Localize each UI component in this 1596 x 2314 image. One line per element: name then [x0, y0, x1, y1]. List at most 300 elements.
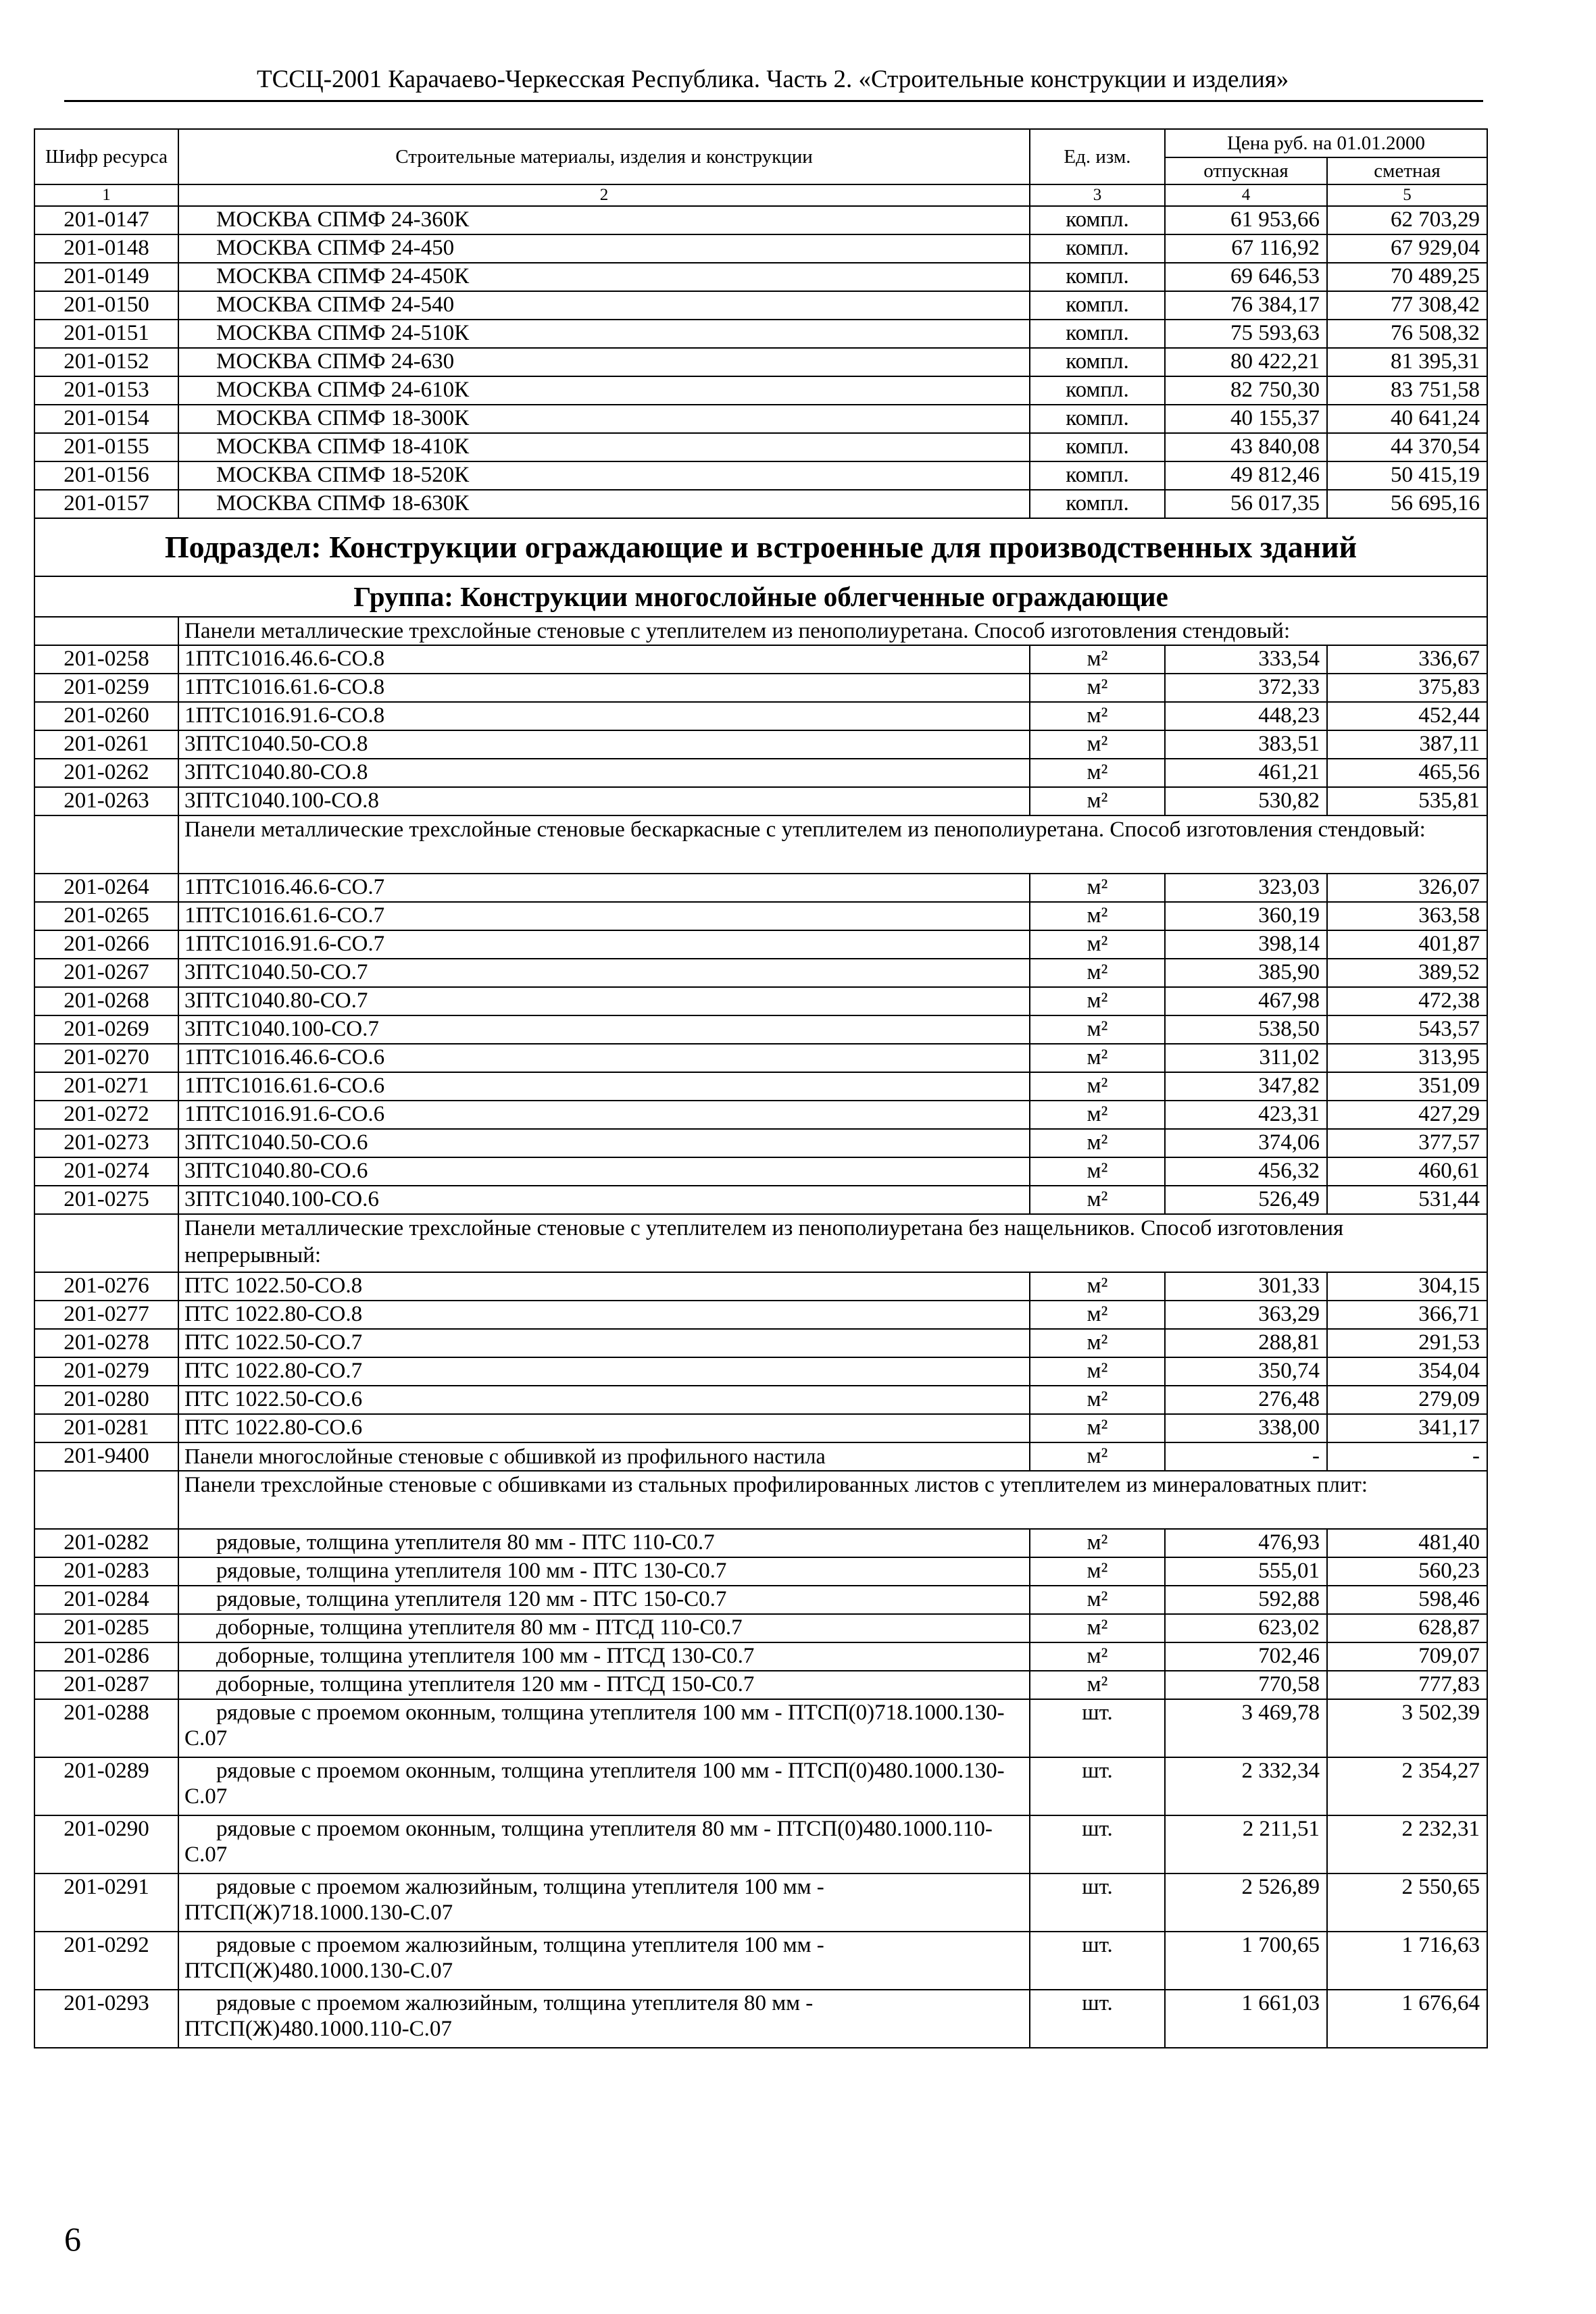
- resource-code: 201-0157: [34, 490, 178, 518]
- empty-code-cell: [34, 1471, 178, 1529]
- price-wholesale: 49 812,46: [1165, 461, 1327, 490]
- item-name: ПТС 1022.80-СО.6: [178, 1414, 1030, 1442]
- page-number: 6: [64, 2220, 81, 2258]
- price-wholesale: 338,00: [1165, 1414, 1327, 1442]
- item-unit: м²: [1030, 1529, 1165, 1557]
- table-row: [34, 1671, 1487, 1699]
- item-unit: шт.: [1030, 1873, 1165, 1932]
- table-row: [34, 1272, 1487, 1301]
- resource-code: 201-0276: [34, 1272, 178, 1301]
- resource-code: 201-0288: [34, 1699, 178, 1757]
- resource-code: 201-0150: [34, 291, 178, 320]
- price-estimate: 452,44: [1327, 702, 1487, 730]
- table-row: [34, 730, 1487, 759]
- item-name: 1ПТС1016.91.6-СО.7: [178, 930, 1030, 959]
- item-unit: шт.: [1030, 1757, 1165, 1815]
- price-estimate: 341,17: [1327, 1414, 1487, 1442]
- price-estimate: 304,15: [1327, 1272, 1487, 1301]
- item-unit: м²: [1030, 1442, 1165, 1471]
- price-wholesale: 555,01: [1165, 1557, 1327, 1586]
- price-wholesale: 67 116,92: [1165, 234, 1327, 263]
- resource-code: 201-0267: [34, 959, 178, 987]
- price-estimate: 377,57: [1327, 1129, 1487, 1157]
- item-name: 1ПТС1016.46.6-СО.8: [178, 645, 1030, 674]
- item-name: 1ПТС1016.46.6-СО.6: [178, 1044, 1030, 1072]
- item-name: ПТС 1022.80-СО.8: [178, 1301, 1030, 1329]
- resource-code: 201-0261: [34, 730, 178, 759]
- table-row: [34, 1414, 1487, 1442]
- header-rule: [64, 100, 1483, 102]
- resource-code: 201-0271: [34, 1072, 178, 1101]
- category-description: Панели металлические трехслойные стеновые бескаркасные с утеплителем из пенополиуретана. Способ изготовления стендовый:: [178, 815, 1487, 874]
- item-name: МОСКВА СПМФ 24-510К: [178, 320, 1030, 348]
- table-row: [34, 1586, 1487, 1614]
- resource-code: 201-0283: [34, 1557, 178, 1586]
- resource-code: 201-0269: [34, 1015, 178, 1044]
- resource-code: 201-0153: [34, 376, 178, 405]
- item-unit: м²: [1030, 1129, 1165, 1157]
- price-estimate: 40 641,24: [1327, 405, 1487, 433]
- item-unit: м²: [1030, 1671, 1165, 1699]
- item-unit: м²: [1030, 1414, 1165, 1442]
- table-row: [34, 1186, 1487, 1214]
- price-estimate: 543,57: [1327, 1015, 1487, 1044]
- table-row: [34, 1815, 1487, 1873]
- price-wholesale: 398,14: [1165, 930, 1327, 959]
- item-unit: шт.: [1030, 1699, 1165, 1757]
- empty-code-cell: [34, 1214, 178, 1272]
- item-unit: м²: [1030, 959, 1165, 987]
- item-name: доборные, толщина утеплителя 120 мм - ПТСД 150-С0.7: [178, 1671, 1030, 1699]
- column-header-price: Цена руб. на 01.01.2000: [1165, 129, 1487, 157]
- price-estimate: 375,83: [1327, 674, 1487, 702]
- table-row: [34, 874, 1487, 902]
- column-number: 1: [34, 184, 178, 206]
- item-name: 3ПТС1040.100-СО.6: [178, 1186, 1030, 1214]
- item-name: 3ПТС1040.80-СО.6: [178, 1157, 1030, 1186]
- resource-code: 201-0279: [34, 1357, 178, 1386]
- subsection-title: Подраздел: Конструкции ограждающие и встроенные для производственных зданий: [34, 518, 1487, 576]
- description-row: [34, 815, 1487, 874]
- description-row: [34, 1471, 1487, 1529]
- item-name: 1ПТС1016.46.6-СО.7: [178, 874, 1030, 902]
- subsection-row: [34, 518, 1487, 576]
- item-unit: м²: [1030, 930, 1165, 959]
- table-row: [34, 759, 1487, 787]
- item-name: МОСКВА СПМФ 24-360К: [178, 206, 1030, 234]
- price-estimate: 598,46: [1327, 1586, 1487, 1614]
- table-row: [34, 1015, 1487, 1044]
- item-name: 3ПТС1040.50-СО.7: [178, 959, 1030, 987]
- item-unit: м²: [1030, 1642, 1165, 1671]
- empty-code-cell: [34, 815, 178, 874]
- price-wholesale: 56 017,35: [1165, 490, 1327, 518]
- price-wholesale: 69 646,53: [1165, 263, 1327, 291]
- resource-code: 201-0289: [34, 1757, 178, 1815]
- item-unit: компл.: [1030, 291, 1165, 320]
- resource-code: 201-0266: [34, 930, 178, 959]
- item-name: рядовые с проемом оконным, толщина утеплителя 80 мм - ПТСП(0)480.1000.110-С.07: [178, 1815, 1030, 1873]
- resource-code: 201-9400: [34, 1442, 178, 1471]
- item-unit: м²: [1030, 874, 1165, 902]
- price-estimate: 67 929,04: [1327, 234, 1487, 263]
- item-name: 1ПТС1016.61.6-СО.6: [178, 1072, 1030, 1101]
- price-estimate: 44 370,54: [1327, 433, 1487, 461]
- resource-code: 201-0148: [34, 234, 178, 263]
- item-unit: м²: [1030, 1301, 1165, 1329]
- item-unit: шт.: [1030, 1990, 1165, 2048]
- price-wholesale: 61 953,66: [1165, 206, 1327, 234]
- price-estimate: 62 703,29: [1327, 206, 1487, 234]
- table-body: [34, 206, 1487, 2048]
- price-wholesale: 363,29: [1165, 1301, 1327, 1329]
- price-estimate: 336,67: [1327, 645, 1487, 674]
- item-name: МОСКВА СПМФ 18-630К: [178, 490, 1030, 518]
- table-row: [34, 1757, 1487, 1815]
- price-estimate: 2 550,65: [1327, 1873, 1487, 1932]
- column-header-wholesale: отпускная: [1165, 157, 1327, 184]
- table-row: [34, 320, 1487, 348]
- table-row: [34, 930, 1487, 959]
- table-row: [34, 959, 1487, 987]
- resource-code: 201-0264: [34, 874, 178, 902]
- price-estimate: 77 308,42: [1327, 291, 1487, 320]
- item-name: МОСКВА СПМФ 24-540: [178, 291, 1030, 320]
- price-wholesale: 323,03: [1165, 874, 1327, 902]
- item-name: рядовые, толщина утеплителя 120 мм - ПТС 150-С0.7: [178, 1586, 1030, 1614]
- price-estimate: 387,11: [1327, 730, 1487, 759]
- price-estimate: 628,87: [1327, 1614, 1487, 1642]
- table-row: [34, 1529, 1487, 1557]
- item-name: 1ПТС1016.61.6-СО.8: [178, 674, 1030, 702]
- item-unit: м²: [1030, 1272, 1165, 1301]
- price-wholesale: 592,88: [1165, 1586, 1327, 1614]
- item-unit: м²: [1030, 1157, 1165, 1186]
- item-unit: м²: [1030, 1072, 1165, 1101]
- item-name: МОСКВА СПМФ 24-630: [178, 348, 1030, 376]
- item-name: 1ПТС1016.61.6-СО.7: [178, 902, 1030, 930]
- empty-code-cell: [34, 617, 178, 645]
- price-wholesale: 347,82: [1165, 1072, 1327, 1101]
- table-row: [34, 1990, 1487, 2048]
- resource-code: 201-0275: [34, 1186, 178, 1214]
- table-row: [34, 1129, 1487, 1157]
- group-title: Группа: Конструкции многослойные облегченные ограждающие: [34, 576, 1487, 617]
- item-name: 1ПТС1016.91.6-СО.6: [178, 1101, 1030, 1129]
- resource-code: 201-0270: [34, 1044, 178, 1072]
- item-name: Панели многослойные стеновые с обшивкой из профильного настила: [178, 1442, 1030, 1471]
- table-row: [34, 1614, 1487, 1642]
- resource-code: 201-0291: [34, 1873, 178, 1932]
- resource-code: 201-0285: [34, 1614, 178, 1642]
- table-row: [34, 702, 1487, 730]
- column-header-code: Шифр ресурса: [34, 129, 178, 184]
- price-wholesale: 2 332,34: [1165, 1757, 1327, 1815]
- item-unit: м²: [1030, 645, 1165, 674]
- item-name: рядовые с проемом жалюзийным, толщина утеплителя 80 мм - ПТСП(Ж)480.1000.110-С.07: [178, 1990, 1030, 2048]
- price-estimate: 560,23: [1327, 1557, 1487, 1586]
- table-row: [34, 461, 1487, 490]
- table-row: [34, 234, 1487, 263]
- item-unit: компл.: [1030, 263, 1165, 291]
- item-name: ПТС 1022.50-СО.8: [178, 1272, 1030, 1301]
- price-table: [34, 128, 1488, 2048]
- price-wholesale: 526,49: [1165, 1186, 1327, 1214]
- price-estimate: 291,53: [1327, 1329, 1487, 1357]
- price-estimate: 354,04: [1327, 1357, 1487, 1386]
- item-unit: м²: [1030, 759, 1165, 787]
- table-row: [34, 376, 1487, 405]
- item-name: 3ПТС1040.50-СО.6: [178, 1129, 1030, 1157]
- price-estimate: 81 395,31: [1327, 348, 1487, 376]
- item-unit: компл.: [1030, 405, 1165, 433]
- price-wholesale: 43 840,08: [1165, 433, 1327, 461]
- price-estimate: 531,44: [1327, 1186, 1487, 1214]
- resource-code: 201-0151: [34, 320, 178, 348]
- item-name: рядовые, толщина утеплителя 100 мм - ПТС 130-С0.7: [178, 1557, 1030, 1586]
- item-unit: м²: [1030, 1357, 1165, 1386]
- table-row: [34, 1699, 1487, 1757]
- item-unit: компл.: [1030, 376, 1165, 405]
- resource-code: 201-0268: [34, 987, 178, 1015]
- resource-code: 201-0152: [34, 348, 178, 376]
- item-name: 3ПТС1040.80-СО.7: [178, 987, 1030, 1015]
- price-estimate: 389,52: [1327, 959, 1487, 987]
- resource-code: 201-0278: [34, 1329, 178, 1357]
- price-wholesale: 461,21: [1165, 759, 1327, 787]
- price-wholesale: 374,06: [1165, 1129, 1327, 1157]
- resource-code: 201-0272: [34, 1101, 178, 1129]
- price-estimate: 83 751,58: [1327, 376, 1487, 405]
- price-estimate: 2 354,27: [1327, 1757, 1487, 1815]
- price-wholesale: 476,93: [1165, 1529, 1327, 1557]
- resource-code: 201-0149: [34, 263, 178, 291]
- item-name: 3ПТС1040.100-СО.7: [178, 1015, 1030, 1044]
- price-wholesale: 3 469,78: [1165, 1699, 1327, 1757]
- description-row: [34, 1214, 1487, 1272]
- price-wholesale: 702,46: [1165, 1642, 1327, 1671]
- column-numbers-row: [34, 184, 1487, 206]
- price-estimate: 401,87: [1327, 930, 1487, 959]
- item-name: МОСКВА СПМФ 24-450: [178, 234, 1030, 263]
- price-estimate: 709,07: [1327, 1642, 1487, 1671]
- price-wholesale: 2 211,51: [1165, 1815, 1327, 1873]
- table-row: [34, 674, 1487, 702]
- column-header-estimate: сметная: [1327, 157, 1487, 184]
- item-unit: м²: [1030, 1386, 1165, 1414]
- category-description: Панели металлические трехслойные стеновые с утеплителем из пенополиуретана. Способ изготовления стендовый:: [178, 617, 1487, 645]
- price-estimate: 481,40: [1327, 1529, 1487, 1557]
- price-wholesale: 311,02: [1165, 1044, 1327, 1072]
- table-row: [34, 433, 1487, 461]
- price-wholesale: 288,81: [1165, 1329, 1327, 1357]
- resource-code: 201-0293: [34, 1990, 178, 2048]
- item-unit: шт.: [1030, 1815, 1165, 1873]
- item-unit: м²: [1030, 730, 1165, 759]
- item-unit: компл.: [1030, 320, 1165, 348]
- item-unit: м²: [1030, 1557, 1165, 1586]
- item-unit: м²: [1030, 1015, 1165, 1044]
- resource-code: 201-0262: [34, 759, 178, 787]
- price-wholesale: -: [1165, 1442, 1327, 1471]
- price-wholesale: 75 593,63: [1165, 320, 1327, 348]
- resource-code: 201-0290: [34, 1815, 178, 1873]
- item-name: рядовые с проемом жалюзийным, толщина утеплителя 100 мм - ПТСП(Ж)480.1000.130-С.07: [178, 1932, 1030, 1990]
- resource-code: 201-0287: [34, 1671, 178, 1699]
- price-wholesale: 385,90: [1165, 959, 1327, 987]
- item-unit: компл.: [1030, 461, 1165, 490]
- table-row: [34, 645, 1487, 674]
- price-wholesale: 623,02: [1165, 1614, 1327, 1642]
- price-estimate: 50 415,19: [1327, 461, 1487, 490]
- item-name: рядовые с проемом оконным, толщина утеплителя 100 мм - ПТСП(0)480.1000.130-С.07: [178, 1757, 1030, 1815]
- category-description: Панели металлические трехслойные стеновые с утеплителем из пенополиуретана без нащельников. Способ изготовления непрерывный:: [178, 1214, 1487, 1272]
- price-wholesale: 1 700,65: [1165, 1932, 1327, 1990]
- resource-code: 201-0265: [34, 902, 178, 930]
- resource-code: 201-0274: [34, 1157, 178, 1186]
- price-wholesale: 538,50: [1165, 1015, 1327, 1044]
- item-name: МОСКВА СПМФ 24-610К: [178, 376, 1030, 405]
- table-row: [34, 1357, 1487, 1386]
- item-unit: м²: [1030, 1101, 1165, 1129]
- table-row: [34, 1044, 1487, 1072]
- table-row: [34, 1101, 1487, 1129]
- item-unit: шт.: [1030, 1932, 1165, 1990]
- price-wholesale: 80 422,21: [1165, 348, 1327, 376]
- resource-code: 201-0284: [34, 1586, 178, 1614]
- column-header-name: Строительные материалы, изделия и конструкции: [178, 129, 1030, 184]
- table-row: [34, 405, 1487, 433]
- price-estimate: 363,58: [1327, 902, 1487, 930]
- column-header-unit: Ед. изм.: [1030, 129, 1165, 184]
- price-wholesale: 333,54: [1165, 645, 1327, 674]
- item-name: рядовые с проемом оконным, толщина утеплителя 100 мм - ПТСП(0)718.1000.130-С.07: [178, 1699, 1030, 1757]
- item-name: МОСКВА СПМФ 18-520К: [178, 461, 1030, 490]
- price-wholesale: 1 661,03: [1165, 1990, 1327, 2048]
- price-estimate: 70 489,25: [1327, 263, 1487, 291]
- price-estimate: 777,83: [1327, 1671, 1487, 1699]
- item-name: 3ПТС1040.50-СО.8: [178, 730, 1030, 759]
- item-unit: м²: [1030, 1044, 1165, 1072]
- category-description: Панели трехслойные стеновые с обшивками из стальных профилированных листов с утеплителем из минераловатных плит:: [178, 1471, 1487, 1529]
- item-unit: компл.: [1030, 206, 1165, 234]
- price-estimate: 56 695,16: [1327, 490, 1487, 518]
- table-row: [34, 1386, 1487, 1414]
- price-estimate: -: [1327, 1442, 1487, 1471]
- resource-code: 201-0156: [34, 461, 178, 490]
- item-unit: м²: [1030, 987, 1165, 1015]
- item-unit: компл.: [1030, 490, 1165, 518]
- table-row: [34, 787, 1487, 815]
- resource-code: 201-0281: [34, 1414, 178, 1442]
- resource-code: 201-0259: [34, 674, 178, 702]
- resource-code: 201-0154: [34, 405, 178, 433]
- table-row: [34, 1557, 1487, 1586]
- item-name: МОСКВА СПМФ 24-450К: [178, 263, 1030, 291]
- item-unit: м²: [1030, 787, 1165, 815]
- price-wholesale: 82 750,30: [1165, 376, 1327, 405]
- price-wholesale: 372,33: [1165, 674, 1327, 702]
- price-estimate: 1 676,64: [1327, 1990, 1487, 2048]
- column-number: 4: [1165, 184, 1327, 206]
- item-unit: м²: [1030, 674, 1165, 702]
- price-estimate: 460,61: [1327, 1157, 1487, 1186]
- price-estimate: 313,95: [1327, 1044, 1487, 1072]
- resource-code: 201-0292: [34, 1932, 178, 1990]
- table-row: [34, 490, 1487, 518]
- table-row: [34, 1642, 1487, 1671]
- price-wholesale: 350,74: [1165, 1357, 1327, 1386]
- column-number: 5: [1327, 184, 1487, 206]
- price-estimate: 465,56: [1327, 759, 1487, 787]
- price-wholesale: 467,98: [1165, 987, 1327, 1015]
- group-row: [34, 576, 1487, 617]
- price-wholesale: 76 384,17: [1165, 291, 1327, 320]
- price-estimate: 427,29: [1327, 1101, 1487, 1129]
- price-estimate: 472,38: [1327, 987, 1487, 1015]
- price-estimate: 366,71: [1327, 1301, 1487, 1329]
- price-wholesale: 448,23: [1165, 702, 1327, 730]
- resource-code: 201-0273: [34, 1129, 178, 1157]
- item-name: ПТС 1022.80-СО.7: [178, 1357, 1030, 1386]
- item-unit: м²: [1030, 1329, 1165, 1357]
- resource-code: 201-0263: [34, 787, 178, 815]
- resource-code: 201-0280: [34, 1386, 178, 1414]
- item-unit: м²: [1030, 902, 1165, 930]
- price-estimate: 535,81: [1327, 787, 1487, 815]
- item-unit: компл.: [1030, 234, 1165, 263]
- price-wholesale: 40 155,37: [1165, 405, 1327, 433]
- table-row: [34, 987, 1487, 1015]
- price-wholesale: 360,19: [1165, 902, 1327, 930]
- column-number: 3: [1030, 184, 1165, 206]
- table-row: [34, 348, 1487, 376]
- item-name: рядовые с проемом жалюзийным, толщина утеплителя 100 мм - ПТСП(Ж)718.1000.130-С.07: [178, 1873, 1030, 1932]
- item-name: МОСКВА СПМФ 18-300К: [178, 405, 1030, 433]
- price-estimate: 76 508,32: [1327, 320, 1487, 348]
- column-number: 2: [178, 184, 1030, 206]
- item-unit: м²: [1030, 1186, 1165, 1214]
- item-name: рядовые, толщина утеплителя 80 мм - ПТС 110-С0.7: [178, 1529, 1030, 1557]
- resource-code: 201-0282: [34, 1529, 178, 1557]
- item-unit: компл.: [1030, 433, 1165, 461]
- item-name: 1ПТС1016.91.6-СО.8: [178, 702, 1030, 730]
- table-row: [34, 1932, 1487, 1990]
- table-row: [34, 1442, 1487, 1471]
- price-estimate: 326,07: [1327, 874, 1487, 902]
- item-name: ПТС 1022.50-СО.7: [178, 1329, 1030, 1357]
- item-unit: м²: [1030, 1614, 1165, 1642]
- price-wholesale: 301,33: [1165, 1272, 1327, 1301]
- item-name: доборные, толщина утеплителя 100 мм - ПТСД 130-С0.7: [178, 1642, 1030, 1671]
- price-estimate: 2 232,31: [1327, 1815, 1487, 1873]
- price-wholesale: 770,58: [1165, 1671, 1327, 1699]
- page-header-title: ТССЦ-2001 Карачаево-Черкесская Республика. Часть 2. «Строительные конструкции и изделия»: [257, 66, 1289, 93]
- resource-code: 201-0258: [34, 645, 178, 674]
- resource-code: 201-0260: [34, 702, 178, 730]
- price-estimate: 351,09: [1327, 1072, 1487, 1101]
- resource-code: 201-0155: [34, 433, 178, 461]
- table-row: [34, 1329, 1487, 1357]
- table-row: [34, 1157, 1487, 1186]
- item-name: ПТС 1022.50-СО.6: [178, 1386, 1030, 1414]
- resource-code: 201-0147: [34, 206, 178, 234]
- price-wholesale: 423,31: [1165, 1101, 1327, 1129]
- table-row: [34, 1072, 1487, 1101]
- table-row: [34, 1301, 1487, 1329]
- item-name: 3ПТС1040.80-СО.8: [178, 759, 1030, 787]
- item-unit: компл.: [1030, 348, 1165, 376]
